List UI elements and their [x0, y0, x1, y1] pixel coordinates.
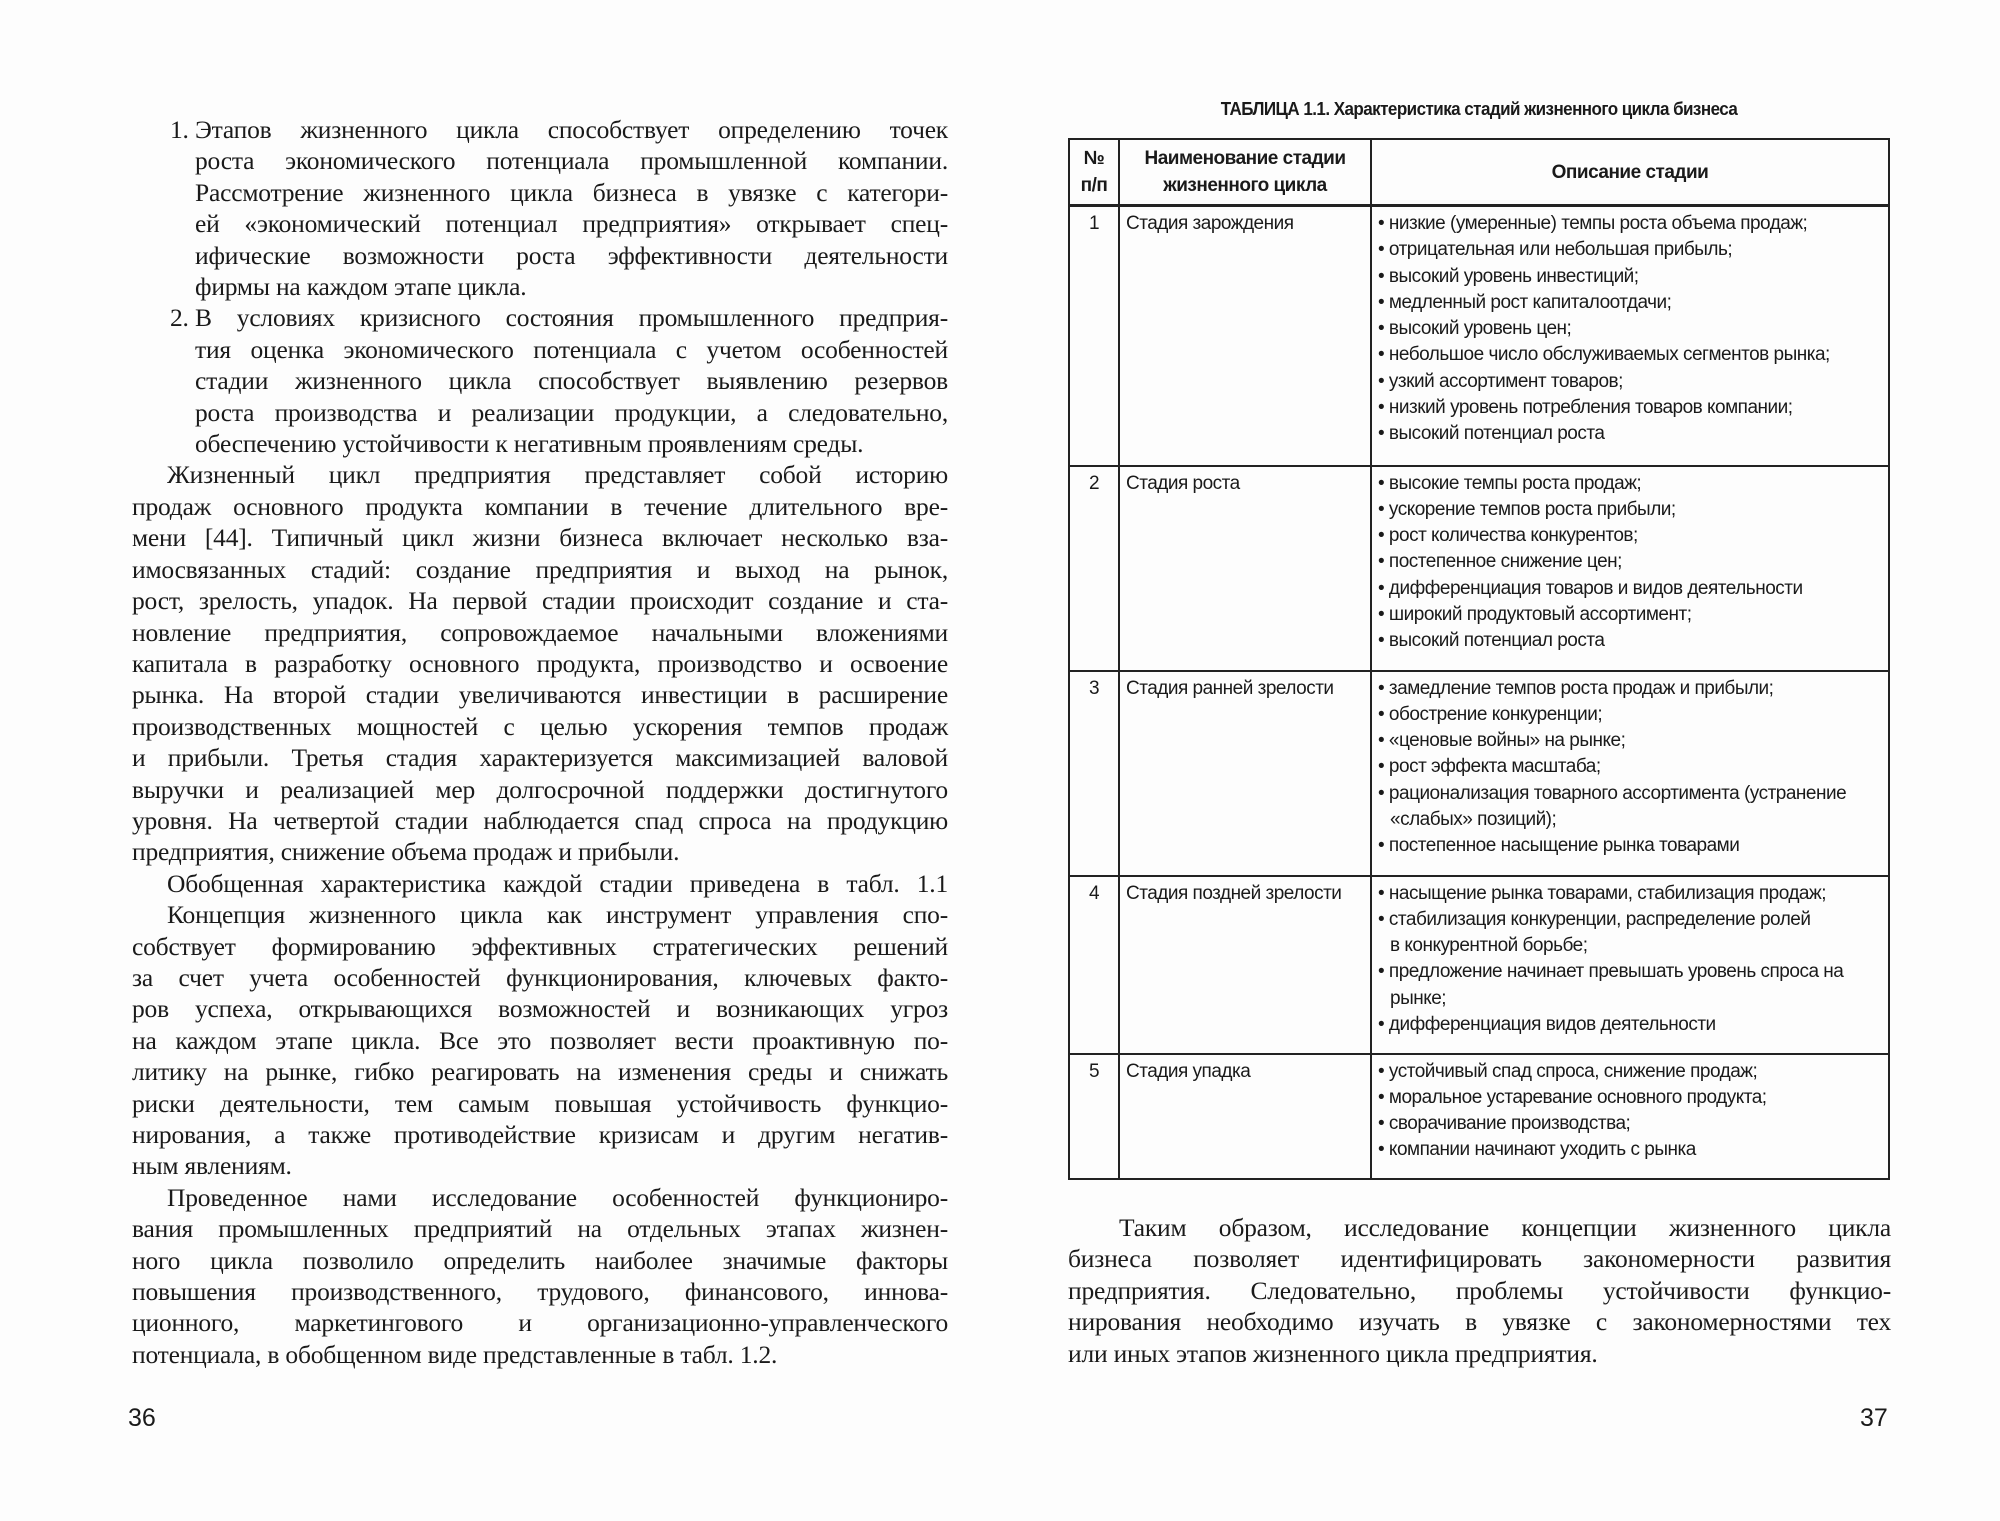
- description-item: в конкурентной борьбе;: [1390, 935, 1588, 957]
- stage-name: Стадия поздней зрелости: [1119, 876, 1371, 1054]
- text-line: Таким образом, исследование концепции жизненного цикла: [1119, 1213, 1891, 1242]
- paragraph: [132, 868, 948, 899]
- text-line: роста экономического потенциала промышленной компании.: [195, 146, 948, 176]
- text-line: и прибыли. Третья стадия характеризуется максимизацией валовой: [132, 743, 948, 773]
- stage-number: 3: [1069, 671, 1119, 876]
- table-title: ТАБЛИЦА 1.1. Характеристика стадий жизненного цикла бизнеса: [1220, 98, 1738, 119]
- stage-name: Стадия упадка: [1119, 1054, 1371, 1179]
- text-line: Жизненный цикл предприятия представляет собой историю: [167, 460, 948, 490]
- stage-name: Стадия зарождения: [1119, 206, 1371, 466]
- description-item: • отрицательная или небольшая прибыль;: [1378, 239, 1733, 261]
- description-item: • узкий ассортимент товаров;: [1378, 370, 1623, 392]
- paragraph: [132, 459, 948, 867]
- paragraph: [132, 899, 948, 1182]
- stage-table: [1068, 138, 1890, 1180]
- text-line: вания промышленных предприятий на отдельных этапах жизнен-: [132, 1214, 948, 1244]
- stage-name: Стадия ранней зрелости: [1119, 671, 1371, 876]
- stage-number: 2: [1069, 466, 1119, 671]
- page-number-left: 36: [128, 1404, 156, 1432]
- text-line: тия оценка экономического потенциала с учетом особенностей: [195, 334, 948, 364]
- description-item: • постепенное насыщение рынка товарами: [1378, 835, 1740, 857]
- text-line: Этапов жизненного цикла способствует определению точек: [195, 115, 948, 144]
- text-line: новление предприятия, сопровождаемое начальными вложениями: [132, 617, 948, 647]
- description-item: • рост количества конкурентов;: [1378, 525, 1638, 547]
- text-line: обеспечению устойчивости к негативным проявлениям среды.: [195, 429, 864, 459]
- header-description: Описание стадии: [1371, 139, 1889, 206]
- description-item: • медленный рост капиталоотдачи;: [1378, 291, 1672, 313]
- table-row: [1069, 1054, 1889, 1179]
- text-line: риски деятельности, тем самым повышая устойчивость функцио-: [132, 1088, 948, 1118]
- description-item: • стабилизация конкуренции, распределение ролей: [1378, 908, 1811, 930]
- table-header-row: [1069, 139, 1889, 206]
- text-line: продаж основного продукта компании в течение длительного вре-: [132, 491, 948, 521]
- description-item: • высокие темпы роста продаж;: [1378, 472, 1642, 494]
- description-item: • замедление темпов роста продаж и прибыли;: [1378, 677, 1774, 699]
- stage-description: [1371, 671, 1889, 876]
- text-line: ным явлениям.: [132, 1151, 292, 1181]
- description-item: • дифференциация видов деятельности: [1378, 1013, 1716, 1035]
- paragraph: [132, 1182, 948, 1370]
- text-line: производственных мощностей с целью ускорения темпов продаж: [132, 711, 948, 741]
- list-number: 1.: [170, 115, 189, 144]
- text-line: рынка. На второй стадии увеличиваются инвестиции в расширение: [132, 680, 948, 710]
- text-line: выручки и реализацией мер долгосрочной поддержки достигнутого: [132, 774, 948, 804]
- text-line: Проведенное нами исследование особенностей функциониро-: [167, 1182, 948, 1212]
- text-line: роста производства и реализации продукции, а следовательно,: [195, 397, 948, 427]
- stage-number: 5: [1069, 1054, 1119, 1179]
- text-line: за счет учета особенностей функционирования, ключевых факто-: [132, 962, 948, 992]
- stage-number: 4: [1069, 876, 1119, 1054]
- table-row: [1069, 466, 1889, 671]
- text-line: стадии жизненного цикла способствует выявлению резервов: [195, 366, 948, 396]
- text-line: В условиях кризисного состояния промышленного предприя-: [195, 303, 948, 333]
- text-line: нирования необходимо изучать в увязке с закономерностями тех: [1068, 1307, 1891, 1337]
- text-line: предприятия. Следовательно, проблемы устойчивости функцио-: [1068, 1275, 1891, 1305]
- stage-description: [1371, 466, 1889, 671]
- description-item: • постепенное снижение цен;: [1378, 551, 1622, 573]
- stage-description: [1371, 876, 1889, 1054]
- text-line: или иных этапов жизненного цикла предприятия.: [1068, 1338, 1598, 1368]
- text-line: ного цикла позволило определить наиболее значимые факторы: [132, 1245, 948, 1275]
- text-line: имосвязанных стадий: создание предприятия и выход на рынок,: [132, 554, 948, 584]
- text-line: мени [44]. Типичный цикл жизни бизнеса включает несколько вза-: [132, 523, 948, 553]
- text-line: нирования, а также противодействие кризисам и другим негатив-: [132, 1120, 948, 1149]
- stage-description: [1371, 206, 1889, 466]
- text-line: повышения производственного, трудового, финансового, иннова-: [132, 1277, 948, 1307]
- description-item: • устойчивый спад спроса, снижение продаж;: [1378, 1060, 1758, 1082]
- header-number: № п/п: [1069, 139, 1119, 206]
- description-item: • моральное устаревание основного продукта;: [1378, 1086, 1767, 1108]
- text-line: рост, зрелость, упадок. На первой стадии происходит создание и ста-: [132, 586, 948, 616]
- description-item: «слабых» позиций);: [1390, 808, 1557, 830]
- description-item: • «ценовые войны» на рынке;: [1378, 730, 1626, 752]
- text-line: ей «экономический потенциал предприятия» открывает спец-: [195, 209, 948, 239]
- stage-description: [1371, 1054, 1889, 1179]
- description-item: • высокий потенциал роста: [1378, 630, 1605, 652]
- text-line: Рассмотрение жизненного цикла бизнеса в увязке с категори-: [195, 177, 948, 207]
- description-item: • дифференциация товаров и видов деятельности: [1378, 577, 1803, 599]
- page-number-right: 37: [1860, 1404, 1888, 1432]
- description-item: • небольшое число обслуживаемых сегментов рынка;: [1378, 344, 1830, 366]
- description-item: • высокий уровень инвестиций;: [1378, 265, 1639, 287]
- text-line: ифические возможности роста эффективности деятельности: [195, 240, 948, 270]
- description-item: рынке;: [1390, 987, 1447, 1009]
- list-number: 2.: [170, 303, 189, 333]
- text-line: бизнеса позволяет идентифицировать закономерности развития: [1068, 1244, 1891, 1274]
- stage-number: 1: [1069, 206, 1119, 466]
- description-item: • компании начинают уходить с рынка: [1378, 1139, 1696, 1161]
- description-item: • широкий продуктовый ассортимент;: [1378, 603, 1692, 625]
- text-line: предприятия, снижение объема продаж и прибыли.: [132, 837, 680, 867]
- right-page-paragraph: [1068, 1212, 1891, 1369]
- description-item: • высокий уровень цен;: [1378, 318, 1572, 340]
- text-line: на каждом этапе цикла. Все это позволяет вести проактивную по-: [132, 1025, 948, 1055]
- text-line: потенциала, в обобщенном виде представленные в табл. 1.2.: [132, 1339, 778, 1369]
- header-stage-name: Наименование стадии жизненного цикла: [1119, 139, 1371, 206]
- left-page-text: [132, 114, 948, 1370]
- table-row: [1069, 876, 1889, 1054]
- text-line: ционного, маркетингового и организационно-управленческого: [132, 1308, 948, 1338]
- text-line: литику на рынке, гибко реагировать на изменения среды и снижать: [132, 1057, 948, 1087]
- description-item: • сворачивание производства;: [1378, 1113, 1631, 1135]
- description-item: • низкий уровень потребления товаров компании;: [1378, 397, 1793, 419]
- table-row: [1069, 671, 1889, 876]
- text-line: фирмы на каждом этапе цикла.: [195, 272, 527, 302]
- stage-name: Стадия роста: [1119, 466, 1371, 671]
- numbered-list-item: [132, 302, 948, 459]
- description-item: • высокий потенциал роста: [1378, 423, 1605, 445]
- text-line: капитала в разработку основного продукта, производство и освоение: [132, 648, 948, 678]
- text-line: собствует формированию эффективных стратегических решений: [132, 931, 948, 961]
- text-line: Обобщенная характеристика каждой стадии приведена в табл. 1.1: [167, 868, 948, 898]
- description-item: • насыщение рынка товарами, стабилизация продаж;: [1378, 882, 1826, 904]
- numbered-list-item: [132, 114, 948, 302]
- description-item: • предложение начинает превышать уровень спроса на: [1378, 961, 1844, 983]
- description-item: • ускорение темпов роста прибыли;: [1378, 498, 1676, 520]
- text-line: Концепция жизненного цикла как инструмент управления спо-: [167, 900, 948, 930]
- description-item: • низкие (умеренные) темпы роста объема продаж;: [1378, 213, 1808, 234]
- description-item: • обострение конкуренции;: [1378, 703, 1603, 725]
- description-item: • рост эффекта масштаба;: [1378, 756, 1601, 778]
- text-line: уровня. На четвертой стадии наблюдается спад спроса на продукцию: [132, 805, 948, 835]
- table-row: [1069, 206, 1889, 466]
- text-line: ров успеха, открывающихся возможностей и возникающих угроз: [132, 994, 948, 1024]
- description-item: • рационализация товарного ассортимента (устранение: [1378, 782, 1847, 804]
